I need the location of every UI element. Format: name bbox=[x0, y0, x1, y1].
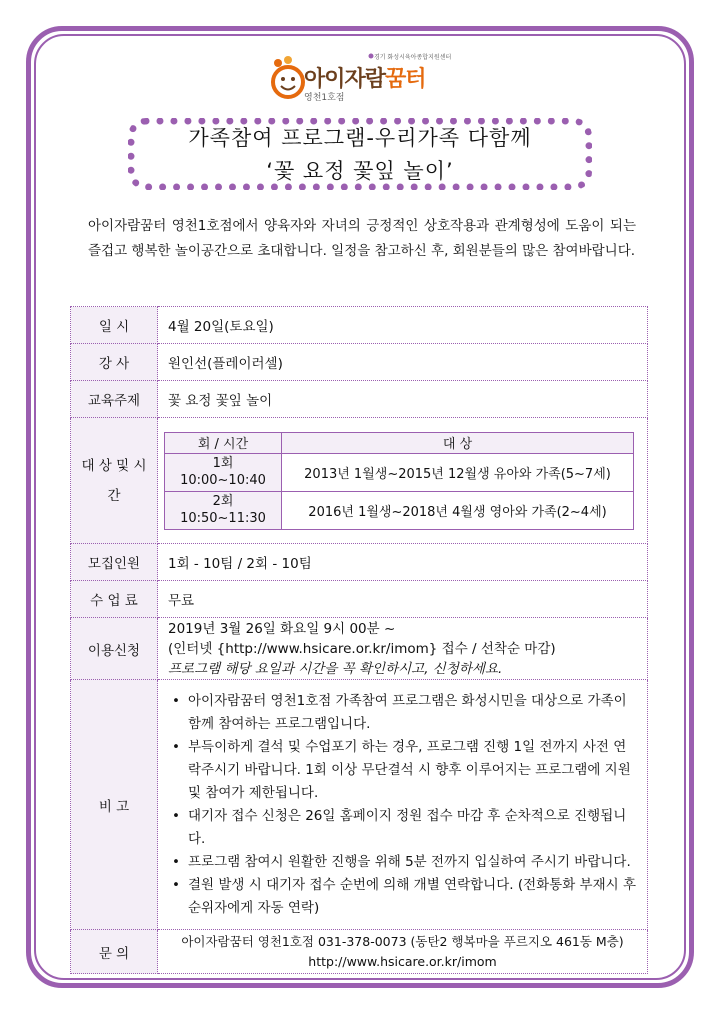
session-time: 10:00~10:40 bbox=[180, 473, 266, 488]
apply-cell bbox=[158, 618, 648, 680]
target-label: 대 상 및 시 간 bbox=[71, 418, 158, 544]
logo-name-prefix: 아이자람 bbox=[304, 67, 386, 92]
topic-value: 꽃 요정 꽃잎 놀이 bbox=[158, 381, 648, 418]
list-item: • 결원 발생 시 대기자 접수 순번에 의해 개별 연락합니다. (전화통화 부재시 후 순위자에게 자동 연락) bbox=[182, 874, 637, 920]
session-time: 10:50~11:30 bbox=[180, 511, 266, 526]
list-item: • 아이자람꿈터 영천1호점 가족참여 프로그램은 화성시민을 대상으로 가족이 함께 참여하는 프로그램입니다. bbox=[182, 690, 637, 736]
contact-url: http://www.hsicare.or.kr/imom bbox=[308, 953, 497, 969]
session-target: 2016년 1월생~2018년 4월생 영아와 가족(2~4세) bbox=[282, 491, 634, 529]
logo-name bbox=[304, 62, 426, 93]
list-item: • 대기자 접수 신청은 26일 홈페이지 정원 접수 마감 후 순차적으로 진행됩니다. bbox=[182, 805, 637, 851]
title-line-2: ‘꽃 요정 꽃잎 놀이’ bbox=[266, 159, 454, 183]
target-cell bbox=[158, 418, 648, 544]
intro-paragraph: 아이자람꿈터 영천1호점에서 양육자와 자녀의 긍정적인 상호작용과 관계형성에 도움이 되는 즐겁고 행복한 놀이공간으로 초대합니다. 일정을 참고하신 후, 회원분들의 많은 참여바랍니다. bbox=[88, 218, 636, 259]
session-row bbox=[165, 491, 634, 529]
apply-notice: 프로그램 해당 요일과 시간을 꼭 확인하시고, 신청하세요. bbox=[168, 660, 503, 677]
session-header-target: 대 상 bbox=[282, 432, 634, 453]
logo-branch: 영천1호점 bbox=[304, 93, 345, 103]
row-capacity bbox=[71, 544, 648, 581]
list-item: • 프로그램 참여시 원활한 진행을 위해 5분 전까지 입실하여 주시기 바랍니다. bbox=[182, 851, 637, 874]
topic-label: 교육주제 bbox=[71, 381, 158, 418]
teacher-value: 원인선(플레이러셀) bbox=[158, 344, 648, 381]
notes-label: 비 고 bbox=[71, 680, 158, 930]
row-topic bbox=[71, 381, 648, 418]
capacity-value: 1회 - 10팀 / 2회 - 10팀 bbox=[158, 544, 648, 581]
session-header-time: 회 / 시간 bbox=[165, 432, 282, 453]
session-header bbox=[165, 432, 634, 453]
row-date bbox=[71, 307, 648, 344]
row-contact bbox=[71, 930, 648, 974]
row-notes bbox=[71, 680, 648, 930]
logo-org-line: 경기 화성시육아종합지원센터 bbox=[374, 54, 452, 61]
notes-cell bbox=[158, 680, 648, 930]
session-row bbox=[165, 453, 634, 491]
title-line-1: 가족참여 프로그램-우리가족 다함께 bbox=[188, 126, 532, 150]
row-apply bbox=[71, 618, 648, 680]
notes-list bbox=[168, 690, 637, 920]
contact-label: 문 의 bbox=[71, 930, 158, 974]
session-table bbox=[164, 432, 634, 530]
apply-line-2: (인터넷 {http://www.hsicare.or.kr/imom} 접수 / 선착순 마감) bbox=[168, 640, 556, 657]
apply-line-1: 2019년 3월 26일 화요일 9시 00분 ~ bbox=[168, 620, 396, 637]
info-table bbox=[70, 306, 648, 974]
fee-label: 수 업 료 bbox=[71, 581, 158, 618]
list-item: • 부득이하게 결석 및 수업포기 하는 경우, 프로그램 진행 1일 전까지 사전 연락주시기 바랍니다. 1회 이상 무단결석 시 향후 이루어지는 프로그램에 지원 및 참여가 제한됩니다. bbox=[182, 736, 637, 805]
session-time-cell bbox=[165, 453, 282, 491]
session-target: 2013년 1월생~2015년 12월생 유아와 가족(5~7세) bbox=[282, 453, 634, 491]
row-target bbox=[71, 418, 648, 544]
fee-value: 무료 bbox=[158, 581, 648, 618]
contact-line-1: 아이자람꿈터 영천1호점 031-378-0073 (동탄2 행복마을 푸르지오 461동 M층) bbox=[181, 933, 624, 949]
logo-name-accent: 꿈터 bbox=[385, 67, 426, 92]
session-no: 2회 bbox=[212, 494, 234, 509]
capacity-label: 모집인원 bbox=[71, 544, 158, 581]
row-fee bbox=[71, 581, 648, 618]
date-label: 일 시 bbox=[71, 307, 158, 344]
date-value: 4월 20일(토요일) bbox=[158, 307, 648, 344]
apply-label: 이용신청 bbox=[71, 618, 158, 680]
contact-cell bbox=[158, 930, 648, 974]
row-teacher bbox=[71, 344, 648, 381]
teacher-label: 강 사 bbox=[71, 344, 158, 381]
session-time-cell bbox=[165, 491, 282, 529]
session-no: 1회 bbox=[212, 456, 234, 471]
